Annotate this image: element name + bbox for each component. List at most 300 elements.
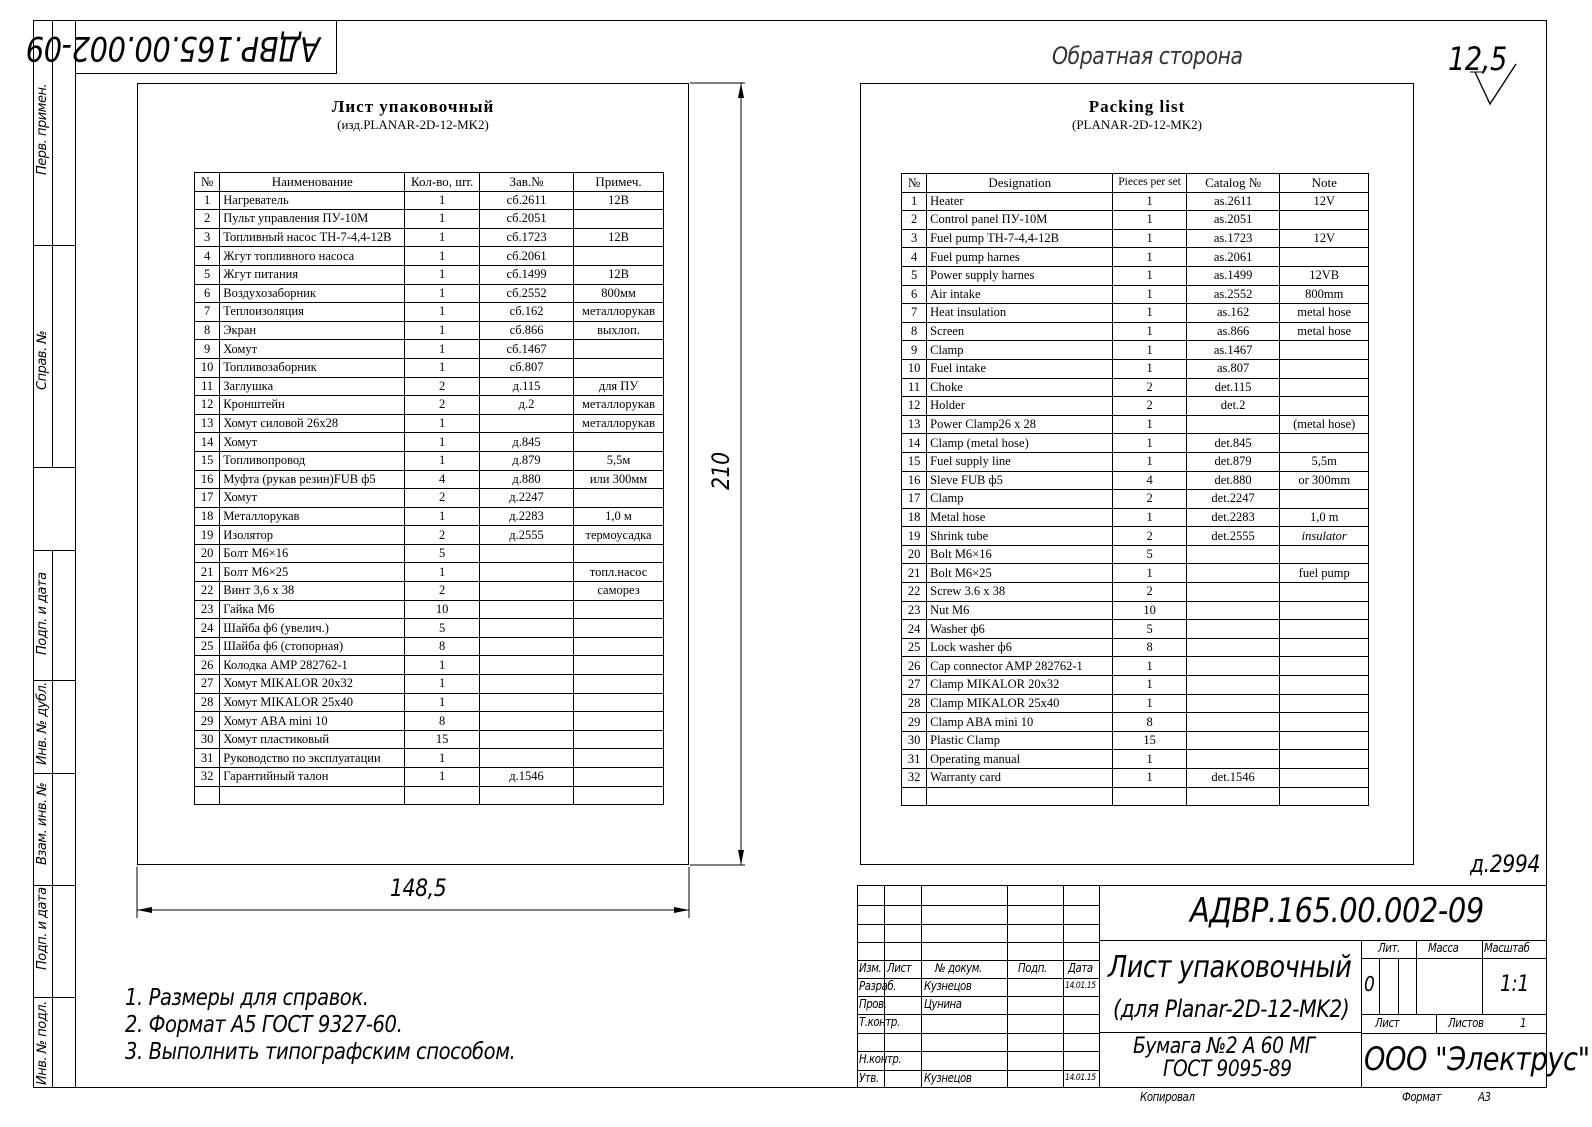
en-cell: insulator — [1280, 527, 1369, 546]
en-cell: 31 — [902, 750, 927, 769]
en-cell — [1186, 694, 1280, 713]
en-cell: 32 — [902, 769, 927, 788]
en-cell — [1186, 657, 1280, 676]
en-table-row — [902, 527, 1369, 546]
ru-cell: 4 — [195, 247, 220, 266]
en-col-catalog: Catalog № — [1186, 174, 1280, 193]
ru-cell: Хомут MIKALOR 20x32 — [220, 675, 405, 694]
ru-col-name: Наименование — [220, 173, 405, 192]
ru-cell: 5 — [195, 265, 220, 284]
en-cell: fuel pump — [1280, 564, 1369, 583]
ru-cell: 1 — [405, 284, 480, 303]
tb-date: 14.01.15 — [1065, 981, 1096, 991]
dimension-width: 148,5 — [390, 874, 447, 902]
ru-cell: 1 — [405, 210, 480, 229]
ru-cell: 800мм — [574, 284, 664, 303]
roughness-value: 12,5 — [1448, 40, 1507, 78]
note-2: 2. Формат А5 ГОСТ 9327-60. — [125, 1012, 403, 1038]
en-table-row — [902, 787, 1369, 806]
en-table-row — [902, 638, 1369, 657]
tb-line — [1482, 940, 1483, 1014]
tb-role: Н.контр. — [859, 1052, 902, 1066]
tb-line — [857, 996, 1099, 997]
ru-cell: Теплоизоляция — [220, 303, 405, 322]
en-table-row — [902, 583, 1369, 602]
ru-cell: 1 — [405, 321, 480, 340]
en-table-row — [902, 601, 1369, 620]
en-cell: 1 — [1113, 769, 1186, 788]
tb-line — [1379, 958, 1380, 1014]
tb-line — [921, 885, 922, 1088]
en-cell — [1280, 713, 1369, 732]
ru-cell: 1 — [405, 191, 480, 210]
en-col-designation: Designation — [927, 174, 1113, 193]
ru-cell: Кронштейн — [220, 396, 405, 415]
en-cell: Plastic Clamp — [927, 731, 1113, 750]
en-cell: as.2051 — [1186, 211, 1280, 230]
en-cell — [1280, 750, 1369, 769]
ru-cell: д.1546 — [480, 768, 574, 787]
en-cell: 5 — [1113, 545, 1186, 564]
tb-sheets-value: 1 — [1520, 1016, 1527, 1030]
note-1: 1. Размеры для справок. — [125, 985, 369, 1011]
ru-cell: сб.2611 — [480, 191, 574, 210]
ru-cell: 2 — [405, 526, 480, 545]
en-cell: 8 — [902, 322, 927, 341]
en-cell: or 300mm — [1280, 471, 1369, 490]
en-table-row — [902, 322, 1369, 341]
ru-cell: 12В — [574, 228, 664, 247]
en-cell: 1 — [1113, 248, 1186, 267]
ru-col-factory: Зав.№ — [480, 173, 574, 192]
en-cell: 1 — [1113, 229, 1186, 248]
en-cell: 25 — [902, 638, 927, 657]
en-cell: 18 — [902, 508, 927, 527]
tb-sheet-label: Лист — [1375, 1016, 1400, 1030]
tb-doc-number: АДВР.165.00.002-09 — [1190, 891, 1484, 931]
en-cell: 1 — [1113, 192, 1186, 211]
ru-cell: 12 — [195, 396, 220, 415]
binding-sep — [33, 550, 75, 551]
ru-cell: 4 — [405, 470, 480, 489]
ru-cell: 5,5м — [574, 451, 664, 470]
en-table-row — [902, 266, 1369, 285]
en-cell: 1 — [1113, 676, 1186, 695]
ru-cell: Пульт управления ПУ-10М — [220, 210, 405, 229]
ru-cell: саморез — [574, 582, 664, 601]
en-cell: det.845 — [1186, 434, 1280, 453]
tb-role: Разраб. — [859, 979, 897, 993]
en-cell: det.2555 — [1186, 527, 1280, 546]
ru-cell: 1 — [405, 507, 480, 526]
ru-cell: 1,0 м — [574, 507, 664, 526]
ru-cell: сб.162 — [480, 303, 574, 322]
en-table-row — [902, 545, 1369, 564]
ru-cell: 2 — [405, 377, 480, 396]
en-table-row — [902, 490, 1369, 509]
en-cell: 2 — [1113, 397, 1186, 416]
ru-cell: Гарантийный талон — [220, 768, 405, 787]
en-cell — [1186, 787, 1280, 806]
tb-line — [1099, 1032, 1361, 1033]
en-cell: Nut M6 — [927, 601, 1113, 620]
en-cell: 6 — [902, 285, 927, 304]
ru-cell: сб.2061 — [480, 247, 574, 266]
en-cell: 27 — [902, 676, 927, 695]
en-cell — [1280, 694, 1369, 713]
en-cell: 1 — [1113, 657, 1186, 676]
en-cell: as.1499 — [1186, 266, 1280, 285]
en-cell: Sleve FUB ф5 — [927, 471, 1113, 490]
roughness-check-icon — [1470, 60, 1530, 110]
tb-col-dokum: № докум. — [935, 961, 982, 975]
ru-cell: 2 — [405, 396, 480, 415]
en-cell: 10 — [902, 359, 927, 378]
tb-line — [857, 905, 1099, 906]
en-table-row — [902, 564, 1369, 583]
en-cell: 2 — [1113, 490, 1186, 509]
binding-sep — [33, 245, 75, 246]
ru-cell: 1 — [405, 451, 480, 470]
ru-cell: Топливопровод — [220, 451, 405, 470]
en-col-note: Note — [1280, 174, 1369, 193]
tb-line — [1063, 885, 1064, 1088]
ru-cell: д.2 — [480, 396, 574, 415]
ru-col-qty: Кол-во, шт. — [405, 173, 480, 192]
ru-cell: 8 — [405, 637, 480, 656]
en-sheet-title: Packing list — [1088, 97, 1186, 116]
en-cell — [1280, 731, 1369, 750]
en-table-row — [902, 415, 1369, 434]
tb-name: Кузнецов — [924, 979, 972, 993]
ru-cell: Заглушка — [220, 377, 405, 396]
en-cell: as.1723 — [1186, 229, 1280, 248]
en-cell: 4 — [1113, 471, 1186, 490]
ru-cell: 2 — [405, 582, 480, 601]
binding-divider-top — [52, 20, 53, 468]
en-cell — [1186, 601, 1280, 620]
en-table-row — [902, 359, 1369, 378]
ru-cell: д.879 — [480, 451, 574, 470]
en-table-row — [902, 452, 1369, 471]
tb-format-label: Формат — [1402, 1090, 1441, 1104]
en-table-row — [902, 229, 1369, 248]
en-cell: 30 — [902, 731, 927, 750]
en-cell: 22 — [902, 583, 927, 602]
ru-col-note: Примеч. — [574, 173, 664, 192]
label-inv-dubl: Инв. № дубл. — [35, 682, 50, 765]
en-table-row — [902, 694, 1369, 713]
binding-sep — [33, 680, 75, 681]
ru-cell: сб.866 — [480, 321, 574, 340]
binding-sep — [33, 885, 75, 886]
en-cell — [1280, 676, 1369, 695]
ru-cell: Хомут пластиковый — [220, 730, 405, 749]
en-table-row — [902, 304, 1369, 323]
en-cell: as.866 — [1186, 322, 1280, 341]
en-cell: Lock washer ф6 — [927, 638, 1113, 657]
en-cell — [927, 787, 1113, 806]
ru-cell: или 300мм — [574, 470, 664, 489]
en-cell: 1 — [1113, 564, 1186, 583]
en-cell: Power supply harnes — [927, 266, 1113, 285]
en-cell: 1 — [1113, 452, 1186, 471]
en-cell: Clamp MIKALOR 20x32 — [927, 676, 1113, 695]
note-3: 3. Выполнить типографским способом. — [125, 1039, 516, 1065]
ru-cell: сб.2552 — [480, 284, 574, 303]
en-cell: det.115 — [1186, 378, 1280, 397]
en-cell: det.2283 — [1186, 508, 1280, 527]
en-cell — [1280, 545, 1369, 564]
en-cell — [1280, 211, 1369, 230]
en-cell: 11 — [902, 378, 927, 397]
binding-sep — [33, 773, 75, 774]
label-sprav: Справ. № — [35, 330, 50, 390]
ru-cell: выхлоп. — [574, 321, 664, 340]
en-cell: 1 — [1113, 285, 1186, 304]
ru-cell: 1 — [405, 693, 480, 712]
en-cell — [1280, 359, 1369, 378]
en-table-row — [902, 248, 1369, 267]
en-cell: 28 — [902, 694, 927, 713]
tb-name: Кузнецов — [924, 1071, 972, 1085]
ru-cell: Болт М6×25 — [220, 563, 405, 582]
ru-cell: 1 — [405, 303, 480, 322]
en-cell: det.879 — [1186, 452, 1280, 471]
ru-cell: 1 — [405, 340, 480, 359]
en-cell: 23 — [902, 601, 927, 620]
ru-sheet-title: Лист упаковочный — [331, 97, 495, 116]
en-cell — [1280, 378, 1369, 397]
ru-col-num: № — [195, 173, 220, 192]
drawing-notes — [125, 985, 515, 1066]
ru-cell: для ПУ — [574, 377, 664, 396]
ru-cell: 1 — [405, 768, 480, 787]
tb-lit-value: 0 — [1364, 972, 1375, 996]
en-cell: 24 — [902, 620, 927, 639]
en-table-row — [902, 397, 1369, 416]
en-table-header-row — [902, 174, 1369, 193]
en-cell: 8 — [1113, 713, 1186, 732]
en-cell: as.2552 — [1186, 285, 1280, 304]
top-doc-number: АДВР.165.00.002-09 — [26, 28, 321, 68]
en-cell: 5 — [902, 266, 927, 285]
en-cell: 5,5m — [1280, 452, 1369, 471]
en-cell: Fuel pump ТН-7-4,4-12В — [927, 229, 1113, 248]
tb-role: Т.контр. — [859, 1015, 900, 1029]
ru-cell: 1 — [405, 656, 480, 675]
en-cell: Operating manual — [927, 750, 1113, 769]
ru-cell: Винт 3,6 х 38 — [220, 582, 405, 601]
en-cell: 8 — [1113, 638, 1186, 657]
en-cell: 13 — [902, 415, 927, 434]
en-cell: 10 — [1113, 601, 1186, 620]
ru-cell: 5 — [405, 619, 480, 638]
en-cell: Clamp ABA mini 10 — [927, 713, 1113, 732]
tb-company: ООО "Электрус" — [1364, 1040, 1590, 1078]
tb-line — [1007, 885, 1008, 1088]
en-cell: metal hose — [1280, 322, 1369, 341]
top-doc-number-box — [26, 20, 337, 74]
en-cell: Heater — [927, 192, 1113, 211]
ru-cell: сб.1467 — [480, 340, 574, 359]
en-cell: Clamp — [927, 490, 1113, 509]
en-table-row — [902, 731, 1369, 750]
en-cell: 12 — [902, 397, 927, 416]
ru-cell: 8 — [405, 712, 480, 731]
ru-cell: 20 — [195, 544, 220, 563]
en-cell: det.2 — [1186, 397, 1280, 416]
en-cell — [1280, 490, 1369, 509]
en-cell: 14 — [902, 434, 927, 453]
ru-cell: 21 — [195, 563, 220, 582]
tb-sheets-label: Листов — [1448, 1016, 1484, 1030]
dimension-lines — [130, 80, 760, 920]
en-cell: 12V — [1280, 229, 1369, 248]
en-cell — [1186, 564, 1280, 583]
en-cell: det.1546 — [1186, 769, 1280, 788]
tb-doc-title: Лист упаковочный — [1108, 950, 1352, 985]
en-cell: 1 — [1113, 341, 1186, 360]
ru-cell: 1 — [405, 247, 480, 266]
en-cell: det.880 — [1186, 471, 1280, 490]
back-side-label: Обратная сторона — [1052, 42, 1243, 70]
tb-doc-subtitle: (для Planar-2D-12-MK2) — [1113, 995, 1350, 1023]
en-cell — [1113, 787, 1186, 806]
en-cell: 12VB — [1280, 266, 1369, 285]
ru-cell: 19 — [195, 526, 220, 545]
en-cell: Air intake — [927, 285, 1113, 304]
ru-cell: 1 — [405, 358, 480, 377]
en-table-row — [902, 378, 1369, 397]
tb-line — [1361, 1033, 1547, 1034]
ru-cell: Хомут силовой 26х28 — [220, 414, 405, 433]
en-cell: det.2247 — [1186, 490, 1280, 509]
en-cell: 20 — [902, 545, 927, 564]
tb-col-data: Дата — [1068, 961, 1093, 975]
tb-col-list: Лист — [887, 961, 912, 975]
en-cell: Holder — [927, 397, 1113, 416]
ru-cell: 32 — [195, 768, 220, 787]
ru-cell: Руководство по эксплуатации — [220, 749, 405, 768]
en-table-row — [902, 341, 1369, 360]
en-cell — [1280, 601, 1369, 620]
ru-cell: 1 — [405, 228, 480, 247]
en-cell: 9 — [902, 341, 927, 360]
en-cell — [1186, 583, 1280, 602]
tb-material-1: Бумага №2 А 60 МГ — [1133, 1034, 1315, 1059]
ru-cell: 1 — [405, 433, 480, 452]
en-cell: Bolt M6×16 — [927, 545, 1113, 564]
en-cell: 1 — [1113, 211, 1186, 230]
ru-cell: 26 — [195, 656, 220, 675]
en-cell: 1 — [1113, 304, 1186, 323]
en-cell — [1280, 620, 1369, 639]
en-cell: Control panel ПУ-10М — [927, 211, 1113, 230]
ru-cell: Жгут топливного насоса — [220, 247, 405, 266]
en-cell: 1 — [1113, 694, 1186, 713]
ru-cell: металлорукав — [574, 414, 664, 433]
en-cell: 4 — [902, 248, 927, 267]
en-packing-table — [901, 173, 1369, 806]
tb-material-2: ГОСТ 9095-89 — [1163, 1057, 1292, 1082]
en-cell: 19 — [902, 527, 927, 546]
label-podp-data-2: Подп. и дата — [35, 887, 50, 970]
en-cell: 1 — [1113, 359, 1186, 378]
ru-cell: д.880 — [480, 470, 574, 489]
ru-cell: Топливный насос ТН-7-4,4-12В — [220, 228, 405, 247]
ru-cell: 1 — [405, 414, 480, 433]
en-table-row — [902, 750, 1369, 769]
en-table-row — [902, 285, 1369, 304]
ru-cell: д.2247 — [480, 489, 574, 508]
en-cell: Fuel supply line — [927, 452, 1113, 471]
ru-cell: 22 — [195, 582, 220, 601]
ru-cell: 11 — [195, 377, 220, 396]
en-cell: Power Clamp26 x 28 — [927, 415, 1113, 434]
en-cell: 5 — [1113, 620, 1186, 639]
en-col-pieces: Pieces per set — [1113, 174, 1186, 193]
en-cell: Heat insulation — [927, 304, 1113, 323]
en-cell: 1 — [1113, 750, 1186, 769]
en-table-row — [902, 508, 1369, 527]
en-cell: Screw 3.6 x 38 — [927, 583, 1113, 602]
ru-cell: 25 — [195, 637, 220, 656]
ru-cell: Изолятор — [220, 526, 405, 545]
en-cell — [1186, 731, 1280, 750]
en-table-row — [902, 713, 1369, 732]
en-cell — [1186, 750, 1280, 769]
en-table-row — [902, 769, 1369, 788]
en-cell: 1 — [1113, 266, 1186, 285]
label-inv-podl: Инв. № подл. — [35, 1001, 50, 1085]
ru-cell: Металлорукав — [220, 507, 405, 526]
en-cell — [1186, 620, 1280, 639]
en-cell: 800mm — [1280, 285, 1369, 304]
ru-cell: Болт М6×16 — [220, 544, 405, 563]
en-cell: as.2611 — [1186, 192, 1280, 211]
tb-line — [857, 924, 1099, 925]
en-cell: 17 — [902, 490, 927, 509]
ru-cell: 6 — [195, 284, 220, 303]
ru-cell: 23 — [195, 600, 220, 619]
en-table-row — [902, 211, 1369, 230]
ru-cell: сб.1723 — [480, 228, 574, 247]
ru-cell: Топливозаборник — [220, 358, 405, 377]
en-cell: Clamp — [927, 341, 1113, 360]
ru-cell: 17 — [195, 489, 220, 508]
ru-cell: Жгут питания — [220, 265, 405, 284]
ru-cell: д.2555 — [480, 526, 574, 545]
tb-line — [857, 1033, 1099, 1034]
ru-cell: Нагреватель — [220, 191, 405, 210]
label-vzam-inv: Взам. инв. № — [35, 782, 50, 865]
en-cell — [1280, 397, 1369, 416]
ru-cell: сб.1499 — [480, 265, 574, 284]
ru-cell: топл.насос — [574, 563, 664, 582]
ru-cell: сб.2051 — [480, 210, 574, 229]
tb-date: 14.01.15 — [1065, 1073, 1096, 1083]
tb-line — [857, 1070, 1099, 1071]
en-cell: 21 — [902, 564, 927, 583]
en-cell: Choke — [927, 378, 1113, 397]
binding-sep — [33, 997, 75, 998]
ru-cell: 15 — [405, 730, 480, 749]
en-cell: 2 — [1113, 378, 1186, 397]
ru-cell: 1 — [405, 563, 480, 582]
ru-cell: 1 — [405, 675, 480, 694]
en-cell: 29 — [902, 713, 927, 732]
